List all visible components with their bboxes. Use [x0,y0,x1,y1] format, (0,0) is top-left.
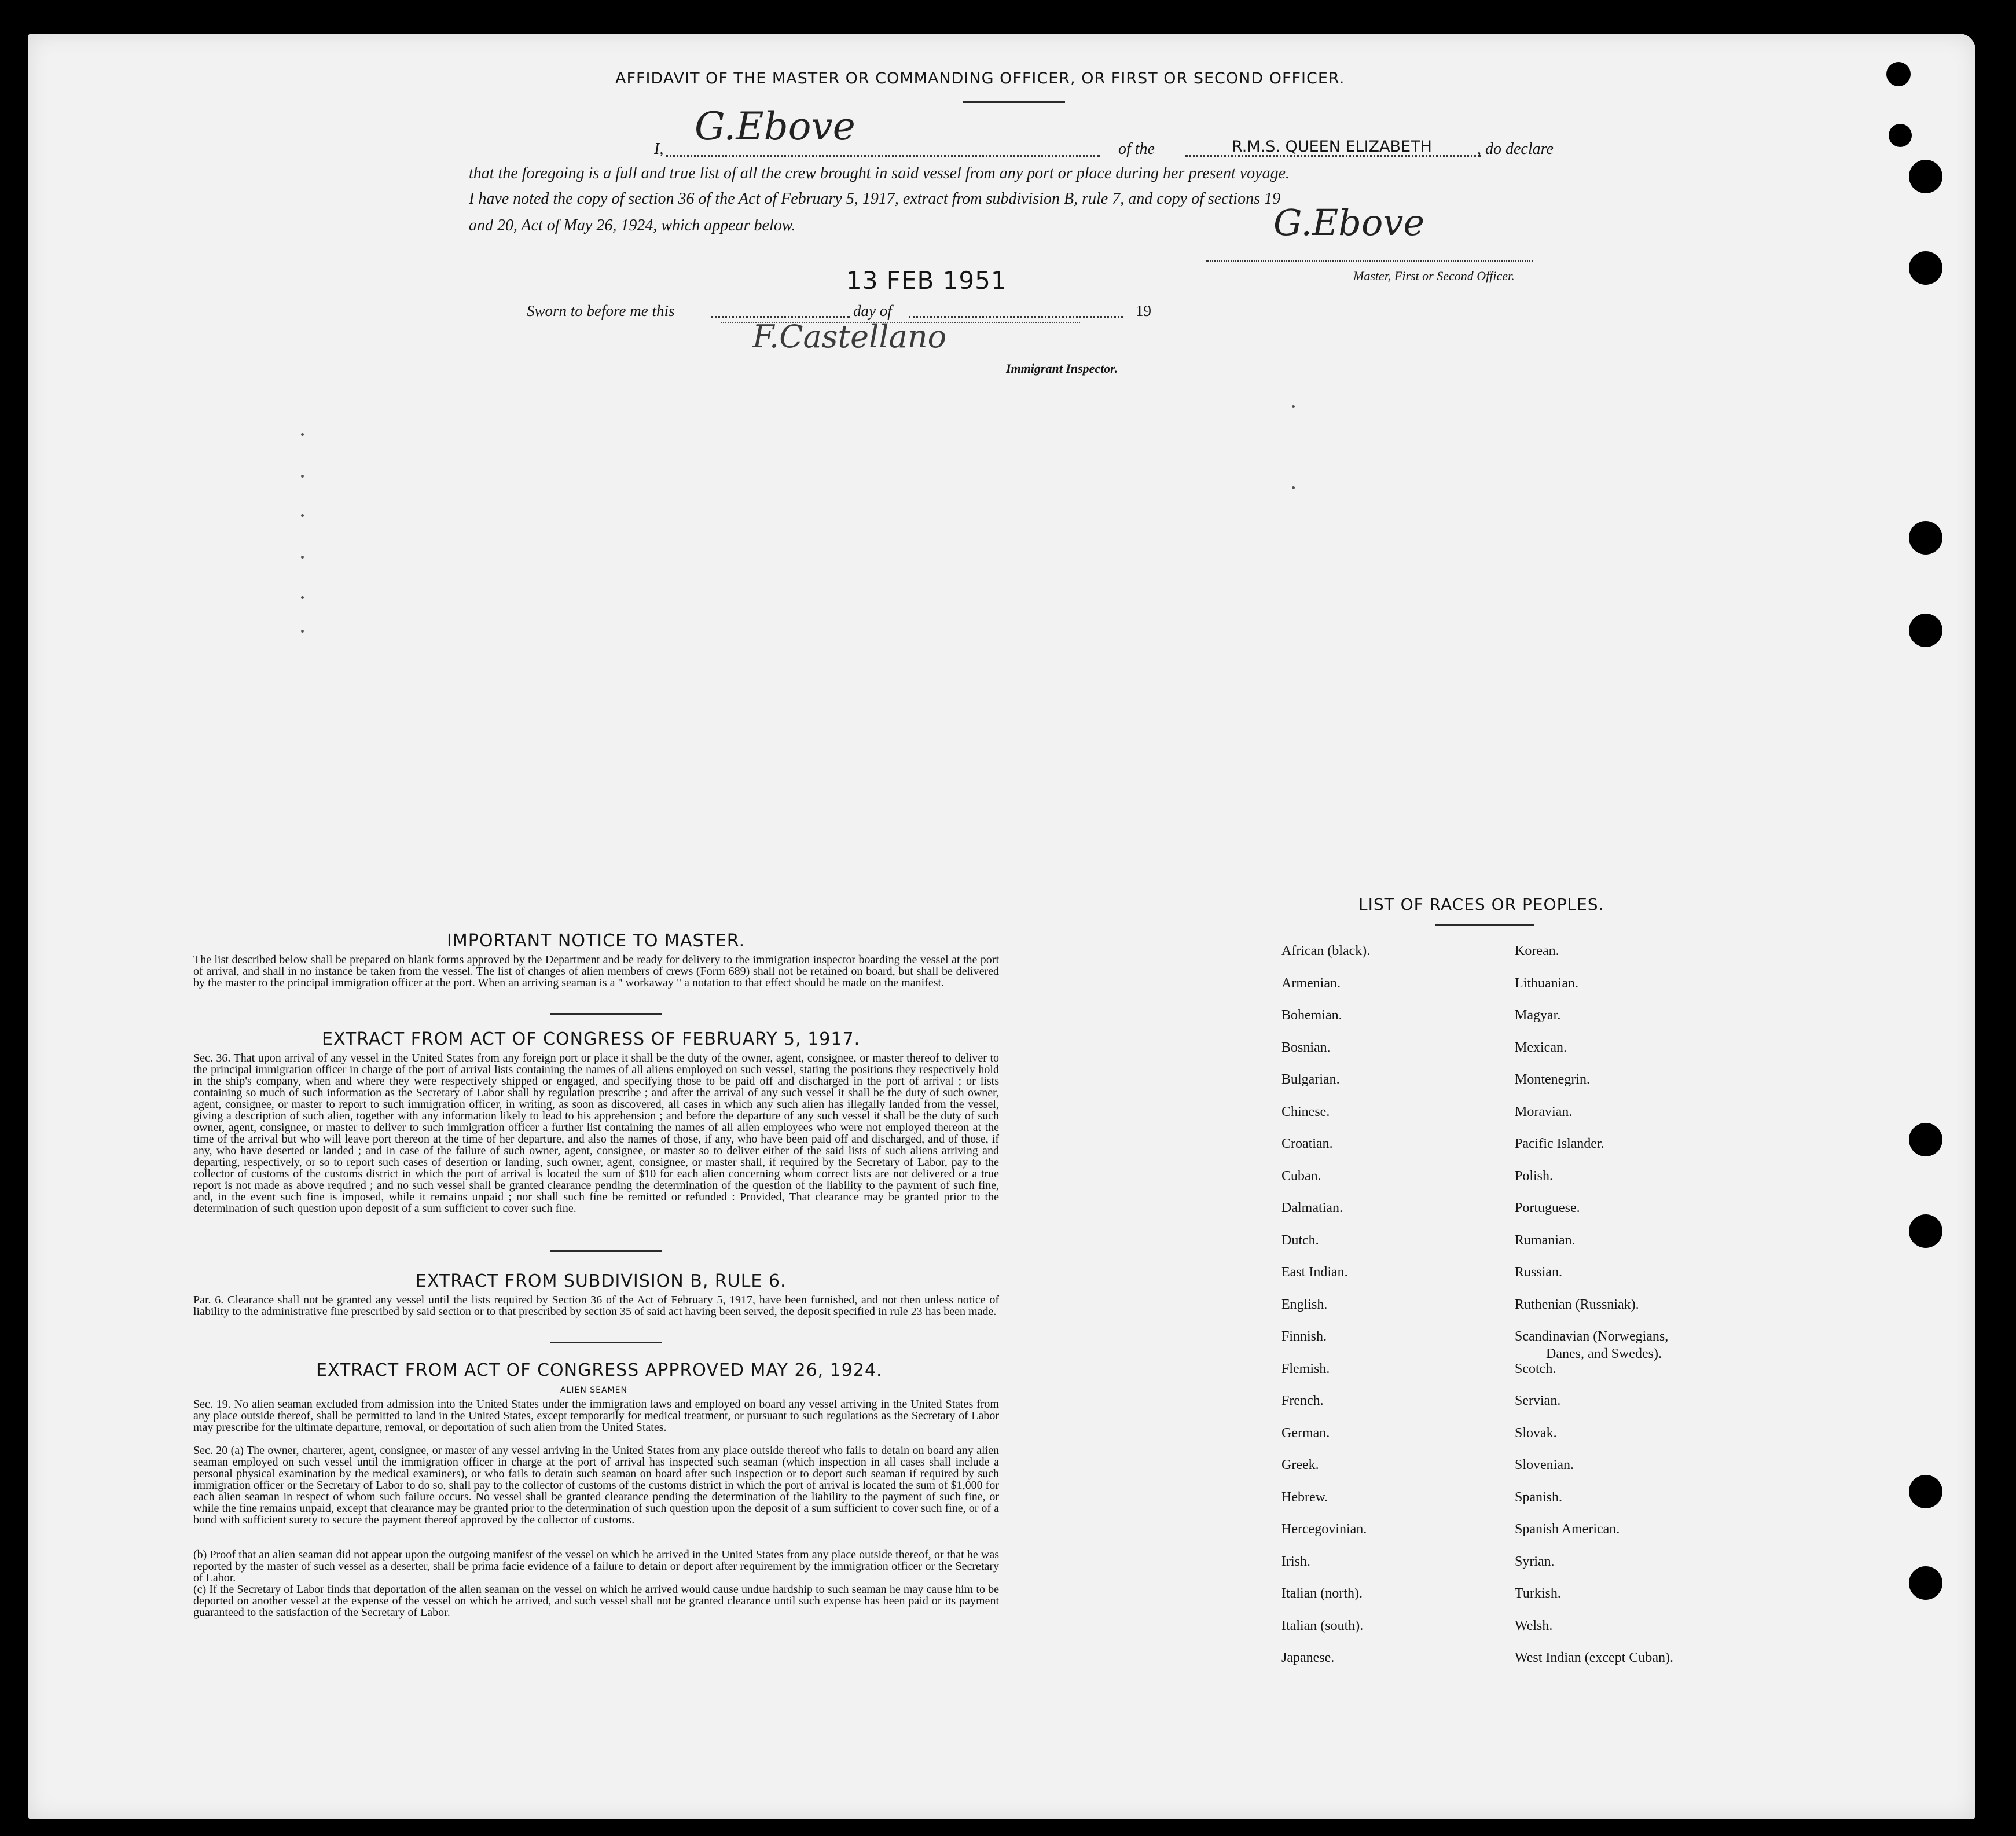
officer-signature: G.Ebove [1273,201,1425,244]
scan-speck [1292,486,1295,489]
race-item: Bosnian. [1281,1040,1331,1055]
scan-speck [301,475,304,478]
race-item: Italian (north). [1281,1586,1363,1601]
race-item: Turkish. [1515,1586,1561,1601]
scan-speck [301,596,304,599]
punch-hole [1909,614,1942,647]
alien-seamen-subtitle: ALIEN SEAMEN [560,1386,627,1395]
extract-1924-title: EXTRACT FROM ACT OF CONGRESS APPROVED MAY 26, 1924. [316,1360,883,1380]
race-item: Korean. [1515,943,1559,959]
race-item: Finnish. [1281,1329,1327,1344]
race-item-scandinavian-cont: Danes, and Swedes). [1546,1346,1662,1361]
punch-hole [1889,124,1912,147]
race-item: Russian. [1515,1265,1563,1280]
race-item: Italian (south). [1281,1618,1364,1633]
vessel-name: R.M.S. QUEEN ELIZABETH [1232,138,1432,156]
race-item: Dalmatian. [1281,1200,1343,1216]
subdivision-divider [550,1342,662,1343]
inspector-line [721,322,1080,323]
races-title: LIST OF RACES OR PEOPLES. [1358,895,1604,914]
sworn-month-line [909,316,1123,318]
i-label: I, [654,140,664,158]
extract-1924-sec20a: Sec. 20 (a) The owner, charterer, agent, consignee, or master of any vessel arriving in the United States from any place outside thereof who fails to detain on board any alien seaman employed on such vessel until the immigration officer in charge at the port of arrival has inspected such seaman (which inspection in all cases shall include a personal physical examination by the medical examiners), or who fails to detain such seaman on board after such inspection or to deport such seaman if required by such immigration officer or the Secretary of Labor to do so, shall pay to the collector of customs of the customs district in which the port of arrival is located the sum of $1,000 for each alien seaman in respect of whom such failure occurs. No vessel shall be granted clearance pending the determination of the liability to the payment of such fine, or while the fine remains unpaid, except that clearance may be granted prior to the determination of such question upon the deposit of a sum sufficient to cover such fine, or of a bond with sufficient surety to secure the payment thereof approved by the collector of customs. [193,1444,999,1526]
race-item: Lithuanian. [1515,976,1578,991]
race-item: Scandinavian (Norwegians, [1515,1329,1669,1344]
race-item: Syrian. [1515,1554,1555,1569]
race-item: English. [1281,1297,1328,1312]
officer-line [1206,260,1533,262]
race-item: Armenian. [1281,976,1341,991]
scan-speck [301,433,304,436]
race-item: Portuguese. [1515,1200,1580,1216]
do-declare-label: , do declare [1477,140,1554,158]
subdivision-title: EXTRACT FROM SUBDIVISION B, RULE 6. [416,1271,787,1291]
race-item: Cuban. [1281,1169,1321,1184]
race-item: Japanese. [1281,1650,1335,1665]
notice-divider [550,1013,662,1015]
race-item: Slovak. [1515,1426,1557,1441]
race-item: Mexican. [1515,1040,1567,1055]
sworn-day-line [711,316,850,318]
affidavit-title: AFFIDAVIT OF THE MASTER OR COMMANDING OFFICER, OR FIRST OR SECOND OFFICER. [615,69,1345,87]
notice-text: The list described below shall be prepared on blank forms approved by the Department and be ready for delivery to the immigration inspector boarding the vessel at the port of arrival, and shall in no instance be taken from the vessel. The list of changes of alien members of crews (Form 689) shall not be retained on board, but shall be delivered by the master to the principal immigration officer at the port. When an arriving seaman is a " workaway " a notation to that effect should be made on the manifest. [193,953,999,989]
scan-speck [1292,405,1295,408]
extract-1917-title: EXTRACT FROM ACT OF CONGRESS OF FEBRUARY 5, 1917. [322,1029,861,1049]
race-item: Croatian. [1281,1136,1333,1151]
race-item: Spanish American. [1515,1522,1620,1537]
scan-speck [301,514,304,517]
race-item: Magyar. [1515,1008,1561,1023]
race-item: Slovenian. [1515,1457,1574,1473]
inspector-caption: Immigrant Inspector. [1006,361,1118,376]
scan-speck [301,556,304,559]
extract-1917-text: Sec. 36. That upon arrival of any vessel in the United States from any foreign port or place it shall be the duty of the owner, agent, consignee, or master thereof to deliver to the principal immigration officer in charge of the port of arrival lists containing the names of all aliens employed on such vessel, stating the positions they respectively hold in the ship's company, when and where they were respectively shipped or engaged, and specifying those to be paid off and discharged in the port of arrival ; or lists containing so much of such information as the Secretary of Labor shall by regulation prescribe ; and after the arrival of any such vessel it shall be the duty of such owner, agent, consignee, or master to report to such immigration officer, in writing, as soon as discovered, all cases in which any such alien has illegally landed from the vessel, giving a description of such alien, together with any information likely to lead to his apprehension ; and before the departure of any such vessel it shall be the duty of such owner, agent, consignee, or master to deliver to such immigration officer a further list containing the names of all alien employees who were not employed thereon at the time of the arrival but who will leave port thereon at the time of her departure, and also the names of those, if any, who have been paid off and discharged, and of those, if any, who have deserted or landed ; and in case of the failure of such owner, agent, consignee, or master so to deliver either of the said lists of such aliens arriving and departing, respectively, or so to report such cases of desertion or landing, such owner, agent, consignee, or master shall, if required by the Secretary of Labor, pay to the collector of customs of the customs district in which the port of arrival is located the sum of $10 for each alien concerning whom correct lists are not delivered or a true report is not made as above required ; and no such vessel shall be granted clearance pending the determination of the question of the liability to the payment of such fine, and, in the event such fine is imposed, while it remains unpaid ; nor shall such fine be remitted or refunded : Provided, That clearance may be granted prior to the determination of such question upon deposit of a sum sufficient to cover such fine. [193,1052,999,1215]
race-item: Hebrew. [1281,1490,1328,1505]
punch-hole [1909,251,1942,285]
master-signature: G.Ebove [695,104,855,149]
race-item: Flemish. [1281,1361,1330,1376]
race-item: Servian. [1515,1393,1561,1408]
punch-hole [1909,521,1942,555]
race-item: Hercegovinian. [1281,1522,1367,1537]
day-of-label: day of [853,302,892,320]
race-item: Moravian. [1515,1104,1573,1119]
punch-hole [1909,1123,1942,1156]
punch-hole [1886,62,1911,86]
title-underline [963,101,1065,103]
race-item: German. [1281,1426,1330,1441]
races-title-underline [1435,924,1534,926]
extract-1924-sec19: Sec. 19. No alien seaman excluded from admission into the United States under the immigration laws and employed on board any vessel arriving in the United States from any place outside thereof, shall be permitted to land in the United States, except temporarily for medical treatment, or pursuant to such regulations as the Secretary of Labor may prescribe for the ultimate departure, removal, or deportation of such alien from the United States. [193,1398,999,1434]
year-prefix: 19 [1136,302,1151,320]
race-item: Spanish. [1515,1490,1563,1505]
inspector-signature: F.Castellano [752,318,947,355]
race-item: Polish. [1515,1169,1554,1184]
race-item: Montenegrin. [1515,1072,1590,1087]
of-the-label: of the [1118,140,1155,158]
punch-hole [1909,1475,1942,1508]
date-stamp: 13 FEB 1951 [846,266,1007,295]
race-item: Chinese. [1281,1104,1330,1119]
race-item: French. [1281,1393,1324,1408]
punch-hole [1909,160,1942,193]
affidavit-line-1: that the foregoing is a full and true list of all the crew brought in said vessel from any port or place during her present voyage. [469,164,1290,182]
notice-title: IMPORTANT NOTICE TO MASTER. [447,931,746,951]
sworn-label: Sworn to before me this [527,302,675,320]
punch-hole [1909,1214,1942,1248]
subdivision-text: Par. 6. Clearance shall not be granted any vessel until the lists required by Section 36 of the Act of February 5, 1917, have been furnished, and not then unless notice of liability to the administrative fine prescribed by said section or to that prescribed by section 35 of said act having been served, the deposit specified in rule 23 has been made. [193,1294,999,1318]
extract-1917-divider [550,1250,662,1252]
race-item: Rumanian. [1515,1233,1576,1248]
race-item: Welsh. [1515,1618,1553,1633]
race-item: East Indian. [1281,1265,1348,1280]
race-item: Pacific Islander. [1515,1136,1604,1151]
race-item: Bulgarian. [1281,1072,1340,1087]
extract-1924-sec20b: (b) Proof that an alien seaman did not appear upon the outgoing manifest of the vessel on which he arrived in the United States from any place outside thereof, or that he was reported by the master of such vessel as a deserter, shall be prima facie evidence of a failure to detain or deport after requirement by the immigration officer or the Secretary of Labor. [193,1548,999,1584]
name-line [666,155,1100,157]
race-item: Greek. [1281,1457,1319,1473]
affidavit-line-3: and 20, Act of May 26, 1924, which appear below. [469,216,796,234]
race-item: Irish. [1281,1554,1310,1569]
punch-hole [1909,1566,1942,1600]
extract-1924-sec20c: (c) If the Secretary of Labor finds that deportation of the alien seaman on the vessel on which he arrived would cause undue hardship to such seaman he may cause him to be deported on another vessel at the expense of the vessel on which he arrived, and such vessel shall not be granted clearance until such expense has been paid or its payment guaranteed to the satisfaction of the Secretary of Labor. [193,1583,999,1619]
race-item: Ruthenian (Russniak). [1515,1297,1639,1312]
affidavit-line-2: I have noted the copy of section 36 of the Act of February 5, 1917, extract from subdivision B, rule 7, and copy of sections 19 [469,190,1281,208]
scan-speck [301,630,304,633]
race-item: African (black). [1281,943,1371,959]
race-item: West Indian (except Cuban). [1515,1650,1673,1665]
race-item: Dutch. [1281,1233,1319,1248]
officer-caption: Master, First or Second Officer. [1353,269,1515,283]
race-item: Bohemian. [1281,1008,1342,1023]
race-item: Scotch. [1515,1361,1556,1376]
